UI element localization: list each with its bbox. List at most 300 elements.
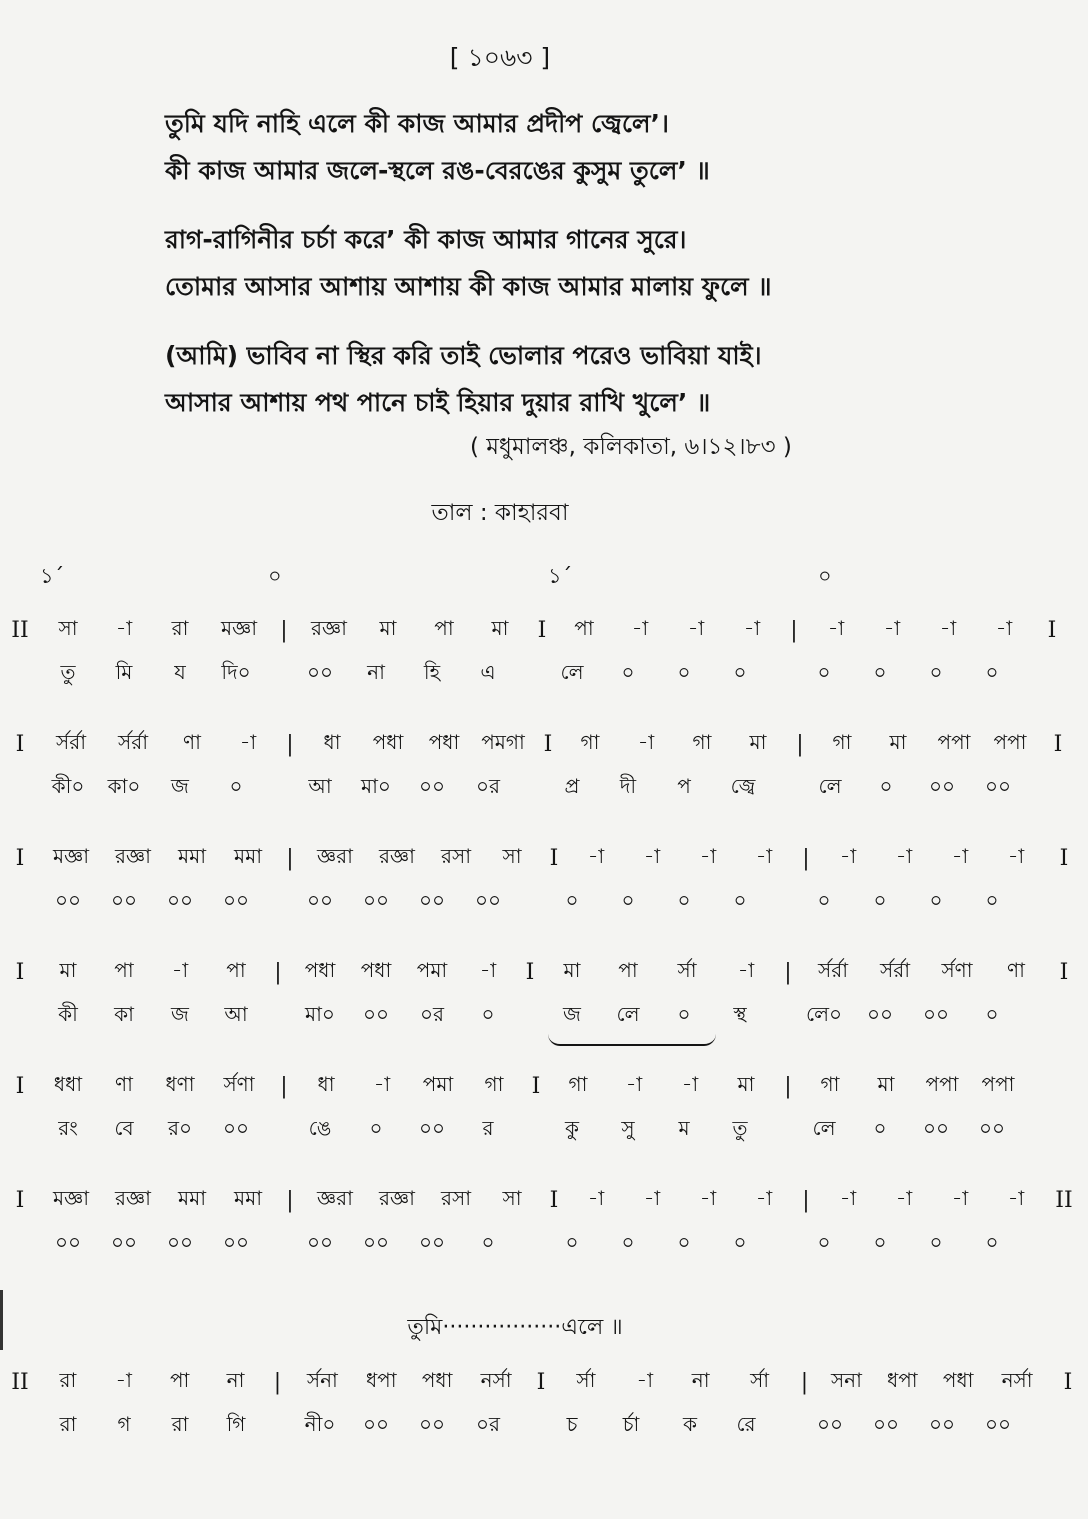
swara-note: -া	[373, 1071, 391, 1096]
syllable: ০০	[306, 1229, 333, 1254]
syllable: র০	[167, 1115, 192, 1140]
stanza	[165, 216, 965, 310]
swara-note: সা	[502, 843, 522, 868]
barline: |	[286, 1187, 294, 1213]
swara-note: র্সা	[576, 1367, 596, 1392]
swara-note: রজ্ঞা	[379, 1185, 415, 1210]
swara-note: জ্ঞরা	[317, 1185, 353, 1210]
syllable: ০	[621, 1229, 635, 1254]
syllable: সু	[621, 1115, 635, 1140]
swara-note: ধা	[323, 729, 341, 754]
swara-note: পধা	[304, 957, 336, 982]
swara-note: মা	[749, 729, 767, 754]
swara-note: -া	[625, 1071, 643, 1096]
swara-note: র্সণা	[941, 957, 973, 982]
vibhag-barline: I	[525, 959, 535, 985]
end-barline: I	[1059, 959, 1069, 985]
syllable: ০	[677, 659, 691, 684]
swara-note: -া	[699, 843, 717, 868]
swara-note: র্সর্রা	[879, 957, 910, 982]
syllable: প	[677, 773, 691, 798]
barline: |	[802, 845, 810, 871]
swara-note: র্সা	[750, 1367, 770, 1392]
syllable: ০	[873, 659, 887, 684]
swara-note: -া	[636, 1367, 654, 1392]
swara-note: মমা	[177, 1185, 206, 1210]
swara-row	[0, 836, 1088, 880]
swara-note: গা	[568, 1071, 588, 1096]
start-barline: I	[15, 959, 25, 985]
page-edge	[0, 1290, 3, 1350]
stanza	[165, 332, 965, 426]
swara-note: পধা	[421, 1367, 453, 1392]
swara-note: গা	[832, 729, 852, 754]
syllable: ০০	[978, 1115, 1005, 1140]
syllable: ০	[677, 887, 691, 912]
swara-note: মজ্ঞা	[220, 615, 258, 640]
swara-note: ণা	[183, 729, 201, 754]
syllable: ০	[817, 887, 831, 912]
start-barline: II	[11, 617, 29, 643]
swara-note: -া	[1007, 1185, 1025, 1210]
syllable: ০০	[418, 773, 445, 798]
swara-note: -া	[681, 1071, 699, 1096]
swara-note: র্সা	[677, 957, 697, 982]
swara-note: -া	[755, 843, 773, 868]
swara-note: না	[226, 1367, 245, 1392]
swara-note: -া	[827, 615, 845, 640]
swara-note: রজ্ঞা	[115, 843, 151, 868]
swara-note: -া	[895, 843, 913, 868]
swara-row	[0, 1178, 1088, 1222]
swara-note: মা	[491, 615, 509, 640]
syllable: ০	[733, 659, 747, 684]
swara-note: মমা	[233, 1185, 262, 1210]
barline: |	[802, 1187, 810, 1213]
syllable: লে	[560, 659, 584, 684]
syllable: ০০	[362, 887, 389, 912]
swara-note: মজ্ঞা	[52, 1185, 90, 1210]
swara-note: র্সনা	[306, 1367, 338, 1392]
syllable: জ	[563, 1001, 581, 1026]
swara-note: ধপা	[887, 1367, 918, 1392]
start-barline: I	[15, 1187, 25, 1213]
end-barline: I	[1053, 731, 1063, 757]
syllable: ০০	[362, 1411, 389, 1436]
syllable: প্র	[564, 773, 580, 798]
notation-block	[0, 836, 1088, 924]
swara-note: না	[691, 1367, 710, 1392]
syllable: ০০	[418, 1411, 445, 1436]
syllable: ০০	[418, 1115, 445, 1140]
lyric-line: তোমার আসার আশায় আশায় কী কাজ আমার মালায় ফুলে ॥	[165, 272, 772, 301]
swara-note: পধা	[942, 1367, 974, 1392]
swara-note: -া	[637, 729, 655, 754]
swara-note: রসা	[440, 1185, 471, 1210]
syllable: ০০	[984, 1411, 1011, 1436]
swara-note: ধণা	[165, 1071, 195, 1096]
barline: |	[784, 959, 792, 985]
vibhag-barline: I	[549, 845, 559, 871]
swara-note: পপা	[981, 1071, 1015, 1096]
tal-heading: তাল : কাহারবা	[431, 500, 569, 526]
swara-note: নর্সা	[480, 1367, 512, 1392]
syllable: ০	[621, 887, 635, 912]
syllable: ০০	[928, 773, 955, 798]
vibhag-barline: I	[549, 1187, 559, 1213]
end-barline: I	[1047, 617, 1057, 643]
swara-note: -া	[951, 1185, 969, 1210]
syllable: রং	[58, 1115, 78, 1140]
swara-note: সা	[502, 1185, 522, 1210]
syllable: হি	[423, 659, 441, 684]
swara-note: রা	[171, 615, 189, 640]
syllable: ০০	[110, 887, 137, 912]
swara-row	[0, 722, 1088, 766]
swara-note: গা	[692, 729, 712, 754]
swara-note: ণা	[115, 1071, 133, 1096]
syllable: ০	[985, 659, 999, 684]
lyric-line: কী কাজ আমার জলে-স্থলে রঙ-বেরঙের কুসুম তুলে’ ॥	[165, 156, 710, 185]
syllable: ০০	[306, 887, 333, 912]
syllable: ০র	[419, 1001, 444, 1026]
syllable: দি০	[221, 659, 251, 684]
vibhag-barline: I	[543, 731, 553, 757]
stanza	[165, 100, 965, 194]
syllable: ০	[817, 1229, 831, 1254]
barline: |	[280, 617, 288, 643]
swara-note: র্সর্রা	[817, 957, 848, 982]
syllable-row	[0, 1222, 1088, 1266]
syllable: ০০	[54, 887, 81, 912]
swara-note: -া	[1007, 843, 1025, 868]
notation-section-2	[0, 1360, 1088, 1474]
syllable: ০	[229, 773, 243, 798]
beat-marker: ১´	[40, 564, 65, 588]
syllable: ০	[873, 887, 887, 912]
swara-note: পা	[618, 957, 638, 982]
syllable: ০	[929, 1229, 943, 1254]
syllable: নী০	[304, 1411, 336, 1436]
syllable-row	[0, 994, 1088, 1038]
syllable: ০০	[984, 773, 1011, 798]
syllable: ০	[565, 1229, 579, 1254]
swara-note: রজ্ঞা	[115, 1185, 151, 1210]
syllable: জ্বে	[730, 773, 756, 798]
syllable: কু	[565, 1115, 579, 1140]
syllable: র্চা	[622, 1411, 640, 1436]
syllable: গ	[117, 1411, 131, 1436]
barline: |	[800, 1369, 809, 1395]
swara-note: ণা	[1007, 957, 1025, 982]
swara-note: -া	[643, 843, 661, 868]
swara-row	[0, 1064, 1088, 1108]
syllable: ০০	[928, 1411, 955, 1436]
swara-note: মা	[737, 1071, 755, 1096]
syllable: ০০	[54, 1229, 81, 1254]
swara-note: র্সণা	[223, 1071, 255, 1096]
syllable: বে	[114, 1115, 134, 1140]
syllable: ০র	[475, 1411, 500, 1436]
syllable: ০	[873, 1229, 887, 1254]
syllable: এ	[480, 659, 496, 684]
lyric-line: রাগ-রাগিনীর চর্চা করে’ কী কাজ আমার গানের সুরে।	[165, 225, 687, 254]
syllable: লে	[616, 1001, 640, 1026]
syllable: ০	[369, 1115, 383, 1140]
notation-block	[0, 950, 1088, 1038]
syllable: রা	[171, 1411, 189, 1436]
lyrics	[165, 100, 965, 448]
vibhag-barline: I	[531, 1073, 541, 1099]
syllable: ০০	[166, 1229, 193, 1254]
swara-note: -া	[951, 843, 969, 868]
syllable: রে	[736, 1411, 756, 1436]
syllable: ক	[683, 1411, 697, 1436]
syllable: ০০	[866, 1001, 893, 1026]
syllable: লে	[818, 773, 842, 798]
syllable: মি	[115, 659, 133, 684]
swara-note: পা	[434, 615, 454, 640]
swara-note: পধা	[360, 957, 392, 982]
swara-note: -া	[171, 957, 189, 982]
barline: |	[286, 845, 294, 871]
syllable: কা	[114, 1001, 134, 1026]
syllable: কী	[58, 1001, 78, 1026]
syllable: তু	[60, 659, 76, 684]
swara-note: রজ্ঞা	[311, 615, 347, 640]
syllable: ০	[565, 887, 579, 912]
swara-note: -া	[479, 957, 497, 982]
vibhag-barline: I	[536, 1369, 546, 1395]
swara-note: -া	[939, 615, 957, 640]
syllable: ০০	[306, 659, 333, 684]
swara-note: মা	[563, 957, 581, 982]
syllable: ০	[929, 659, 943, 684]
barline: |	[286, 731, 294, 757]
swara-note: মজ্ঞা	[52, 843, 90, 868]
swara-note: মা	[379, 615, 397, 640]
barline: |	[796, 731, 804, 757]
swara-note: রজ্ঞা	[379, 843, 415, 868]
syllable: ০	[985, 1229, 999, 1254]
swara-note: -া	[631, 615, 649, 640]
swara-note: -া	[737, 957, 755, 982]
syllable: মা০	[305, 1001, 335, 1026]
swara-row	[0, 950, 1088, 994]
syllable: ০০	[922, 1001, 949, 1026]
syllable: ০	[985, 887, 999, 912]
syllable: গি	[226, 1411, 246, 1436]
syllable: লে	[812, 1115, 836, 1140]
syllable: ০র	[475, 773, 500, 798]
syllable: ০০	[816, 1411, 843, 1436]
notation-block	[0, 1360, 1088, 1448]
barline: |	[784, 1073, 792, 1099]
syllable: য	[174, 659, 186, 684]
syllable: ০	[817, 659, 831, 684]
swara-note: মমা	[177, 843, 206, 868]
swara-note: গা	[484, 1071, 504, 1096]
syllable: ০	[733, 1229, 747, 1254]
swara-note: -া	[883, 615, 901, 640]
syllable: ০০	[362, 1001, 389, 1026]
swara-note: -া	[587, 843, 605, 868]
lyric-line: তুমি যদি নাহি এলে কী কাজ আমার প্রদীপ জ্বেলে’।	[165, 109, 669, 138]
swara-note: রা	[59, 1367, 77, 1392]
barline: |	[790, 617, 798, 643]
syllable-row	[0, 652, 1088, 696]
notation-block	[0, 608, 1088, 696]
syllable: জ	[171, 773, 189, 798]
swara-note: র্সর্রা	[117, 729, 148, 754]
swara-note: সা	[58, 615, 78, 640]
syllable: ম	[678, 1115, 690, 1140]
syllable: না	[367, 659, 385, 684]
swara-note: র্সর্রা	[55, 729, 86, 754]
swara-note: -া	[743, 615, 761, 640]
syllable: ০০	[166, 887, 193, 912]
swara-note: মা	[877, 1071, 895, 1096]
syllable: ০	[873, 1115, 887, 1140]
page-number: [ ১০৬৩ ]	[449, 43, 551, 72]
notation-block	[0, 1178, 1088, 1266]
swara-row	[0, 1360, 1088, 1404]
beat-marker: ১´	[548, 564, 573, 588]
syllable: ০০	[222, 1229, 249, 1254]
swara-note: ধা	[317, 1071, 335, 1096]
syllable: আ	[224, 1001, 248, 1026]
beat-markers	[0, 560, 1088, 590]
swara-note: গা	[580, 729, 600, 754]
syllable: ০	[481, 1229, 495, 1254]
syllable: তু	[732, 1115, 748, 1140]
syllable: ০	[985, 1001, 999, 1026]
syllable: ০০	[418, 1229, 445, 1254]
syllable: ০০	[474, 887, 501, 912]
swara-note: পপা	[925, 1071, 959, 1096]
start-barline: I	[15, 1073, 25, 1099]
swara-note: পা	[114, 957, 134, 982]
beat-marker: ০	[818, 564, 832, 588]
syllable: ০	[481, 1001, 495, 1026]
swara-note: -া	[839, 843, 857, 868]
refrain-line: তুমি·················এলে ॥	[407, 1315, 623, 1340]
syllable-row	[0, 880, 1088, 924]
lyric-line: (আমি) ভাবিব না স্থির করি তাই ভোলার পরেও ভাবিয়া যাই।	[165, 341, 762, 370]
syllable: ০	[677, 1001, 691, 1026]
syllable: রা	[59, 1411, 77, 1436]
barline: |	[273, 1369, 282, 1395]
syllable-row	[0, 766, 1088, 810]
syllable: ০০	[222, 887, 249, 912]
start-barline: II	[11, 1369, 29, 1395]
end-barline: I	[1059, 845, 1069, 871]
swara-note: ধধা	[53, 1071, 83, 1096]
notation-section	[0, 608, 1088, 1292]
slur-mark	[548, 1030, 716, 1046]
swara-note: রসা	[440, 843, 471, 868]
swara-note: পধা	[428, 729, 460, 754]
swara-note: -া	[115, 1367, 132, 1392]
syllable: লে০	[805, 1001, 843, 1026]
swara-note: পা	[226, 957, 246, 982]
swara-row	[0, 608, 1088, 652]
beat-marker: ০	[268, 564, 282, 588]
swara-note: নর্সা	[1001, 1367, 1033, 1392]
syllable: ০০	[222, 1115, 249, 1140]
swara-note: -া	[839, 1185, 857, 1210]
syllable: কা০	[107, 773, 141, 798]
swara-note: পা	[574, 615, 594, 640]
swara-note: -া	[115, 615, 133, 640]
notation-block	[0, 1064, 1088, 1152]
swara-note: -া	[643, 1185, 661, 1210]
swara-note: -া	[587, 1185, 605, 1210]
syllable-row	[0, 1404, 1088, 1448]
swara-note: পপা	[937, 729, 971, 754]
syllable: আ	[308, 773, 332, 798]
syllable: ০	[621, 659, 635, 684]
syllable: ঙে	[308, 1115, 332, 1140]
syllable: ০০	[418, 887, 445, 912]
start-barline: I	[15, 731, 25, 757]
notation-block	[0, 722, 1088, 810]
swara-note: গা	[820, 1071, 840, 1096]
syllable-row	[0, 1108, 1088, 1152]
swara-note: -া	[239, 729, 257, 754]
swara-note: -া	[687, 615, 705, 640]
end-barline: II	[1055, 1187, 1073, 1213]
syllable: মা০	[361, 773, 391, 798]
syllable: জ	[171, 1001, 189, 1026]
barline: |	[274, 959, 282, 985]
swara-note: মা	[59, 957, 77, 982]
swara-note: মা	[889, 729, 907, 754]
syllable: ০০	[922, 1115, 949, 1140]
swara-note: মমা	[233, 843, 262, 868]
syllable: ০	[929, 887, 943, 912]
syllable: ০	[733, 887, 747, 912]
end-barline: I	[1063, 1369, 1073, 1395]
syllable: ০০	[872, 1411, 899, 1436]
syllable: চ	[566, 1411, 578, 1436]
swara-note: -া	[995, 615, 1013, 640]
swara-note: পপা	[993, 729, 1027, 754]
syllable: স্থ	[733, 1001, 747, 1026]
swara-note: পা	[169, 1367, 190, 1392]
swara-note: পমা	[422, 1071, 454, 1096]
swara-note: জ্ঞরা	[317, 843, 353, 868]
syllable: কী০	[51, 773, 85, 798]
swara-note: ধপা	[365, 1367, 397, 1392]
source-note: ( মধুমালঞ্চ, কলিকাতা, ৬।১২।৮৩ )	[470, 434, 792, 460]
swara-note: পমা	[416, 957, 448, 982]
swara-note: -া	[755, 1185, 773, 1210]
lyric-line: আসার আশায় পথ পানে চাই হিয়ার দুয়ার রাখি খুলে’ ॥	[165, 388, 711, 417]
barline: |	[280, 1073, 288, 1099]
syllable: ০	[677, 1229, 691, 1254]
swara-note: -া	[895, 1185, 913, 1210]
swara-note: -া	[699, 1185, 717, 1210]
syllable: দী	[619, 773, 637, 798]
syllable: ০	[879, 773, 893, 798]
swara-note: পধা	[372, 729, 404, 754]
syllable: র	[482, 1115, 494, 1140]
vibhag-barline: I	[537, 617, 547, 643]
swara-note: সনা	[830, 1367, 862, 1392]
syllable: ০০	[110, 1229, 137, 1254]
start-barline: I	[15, 845, 25, 871]
